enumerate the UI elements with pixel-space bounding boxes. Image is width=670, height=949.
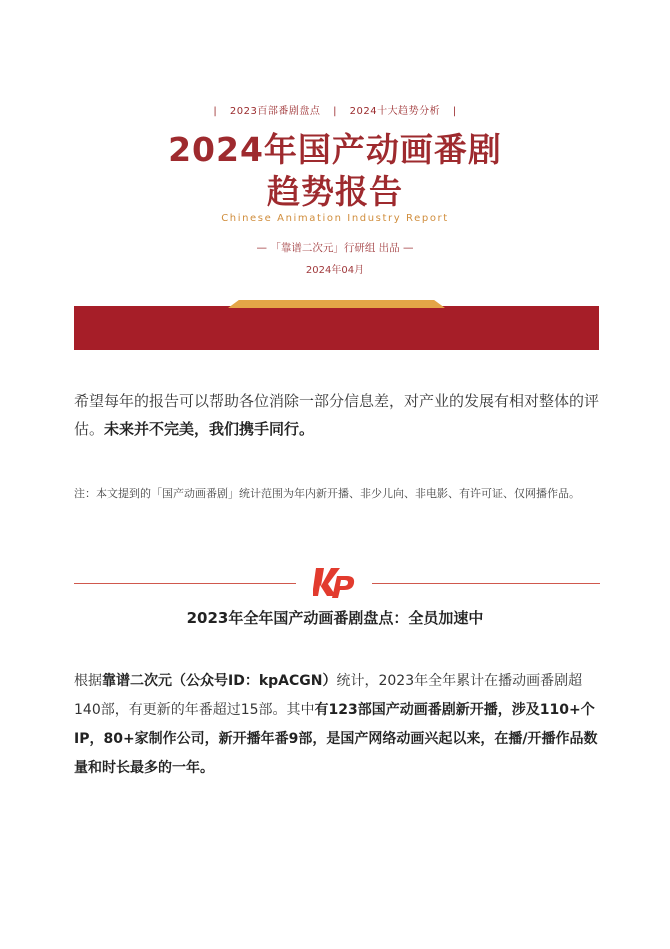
kp-logo-icon xyxy=(313,562,357,602)
summary-text-1: 根据 xyxy=(74,673,102,689)
summary-source-bold: 靠谱二次元（公众号ID：kpACGN） xyxy=(102,673,337,689)
kp-logo-svg xyxy=(313,562,357,602)
tag-separator: | xyxy=(333,106,337,117)
report-date: 2024年04月 xyxy=(305,265,365,276)
publisher-line: — 「靠谱二次元」行研组 出品 — xyxy=(256,242,414,254)
section-divider-left xyxy=(74,583,296,584)
header-tags xyxy=(0,102,670,117)
intro-paragraph xyxy=(74,387,600,443)
summary-paragraph xyxy=(74,667,600,783)
tag-separator: | xyxy=(452,106,457,117)
report-subtitle-en: Chinese Animation Industry Report xyxy=(221,213,449,224)
summary-highlight-bold: 有123部国产动画番剧新开播，涉及110+个IP，80+家制作公司，新开播年番9部，是国产网络动画兴起以来，在播/开播作品数量和时长最多的一年。 xyxy=(74,702,598,776)
report-title-line2: 趋势报告 xyxy=(267,172,403,211)
tag-annual-review: 2023百部番剧盘点 xyxy=(229,106,321,117)
banner-band xyxy=(74,306,599,350)
summary-text-2: 统计，2023年全年累计在播动画番剧超140部，有更新的年番超过15部。其中 xyxy=(74,673,583,718)
section-divider-right xyxy=(372,583,600,584)
tag-separator: | xyxy=(213,106,218,117)
cover-banner xyxy=(74,300,599,350)
tag-trend-analysis: 2024十大趋势分析 xyxy=(349,106,441,117)
intro-bold-text: 未来并不完美，我们携手同行。 xyxy=(104,420,315,438)
intro-text: 希望每年的报告可以帮助各位消除一部分信息差，对产业的发展有相对整体的评估。 xyxy=(74,392,600,438)
banner-accent-tab xyxy=(228,300,445,308)
scope-note: 注：本文提到的「国产动画番剧」统计范围为年内新开播、非少儿向、非电影、有许可证、仅网播作品。 xyxy=(74,487,580,500)
report-title-line1: 2024年国产动画番剧 xyxy=(168,130,502,169)
section-heading: 2023年全年国产动画番剧盘点：全员加速中 xyxy=(186,609,484,627)
